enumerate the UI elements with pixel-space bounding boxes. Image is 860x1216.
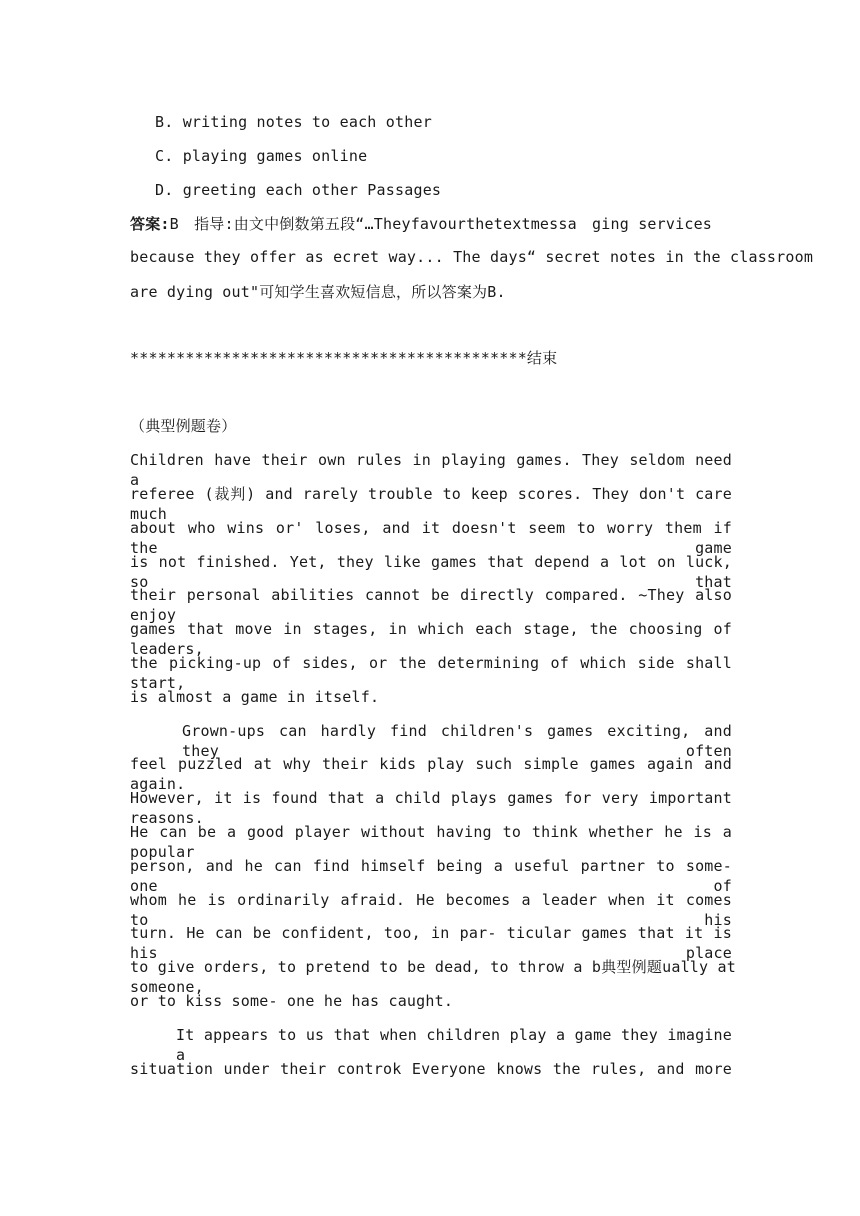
passage-p2-line: to give orders, to pretend to be dead, to throw a b典型例题ually at someone, <box>130 958 736 996</box>
section-separator: *******************************************结束 <box>130 349 558 367</box>
passage-p1-line: is almost a game in itself. <box>130 688 380 706</box>
answer-label: 答案: <box>130 215 170 233</box>
passage-p1-line: is not finished. Yet, they like games that depend a lot on luck, so that <box>130 553 732 591</box>
answer-text-1: B 指导:由文中倒数第五段“…Theyfavourthetextmessa ging services <box>169 215 713 233</box>
answer-line-3: are dying out"可知学生喜欢短信息，所以答案为B. <box>130 283 506 301</box>
passage-p2-line: feel puzzled at why their kids play such simple games again and again. <box>130 755 732 793</box>
passage-p1-line: their personal abilities cannot be directly compared. ~They also enjoy <box>130 586 732 624</box>
answer-line-1 <box>130 214 712 234</box>
passage-p1-line: Children have their own rules in playing games. They seldom need a <box>130 451 732 489</box>
passage-p3-line: situation under their controk Everyone knows the rules, and more <box>130 1060 732 1078</box>
passage-p2-line: or to kiss some- one he has caught. <box>130 992 454 1010</box>
passage-p1-line: about who wins or' loses, and it doesn't seem to worry them if the game <box>130 519 732 557</box>
passage-p2-line: whom he is ordinarily afraid. He becomes a leader when it comes to his <box>130 891 732 929</box>
passage-p1-line: games that move in stages, in which each stage, the choosing of leaders, <box>130 620 732 658</box>
passage-p2-line: However, it is found that a child plays games for very important reasons. <box>130 789 732 827</box>
passage-p2-line: He can be a good player without having to think whether he is a popular <box>130 823 732 861</box>
section-title: （典型例题卷） <box>130 417 237 435</box>
passage-p1-line: the picking-up of sides, or the determining of which side shall start, <box>130 654 732 692</box>
passage-p3-line: It appears to us that when children play a game they imagine a <box>176 1026 732 1064</box>
answer-line-2: because they offer as ecret way... The days“ secret notes in the classroom <box>130 248 814 266</box>
option-b: B. writing notes to each other <box>155 113 432 131</box>
option-c: C. playing games online <box>155 147 368 165</box>
passage-p2-line: person, and he can find himself being a useful partner to some- one of <box>130 857 732 895</box>
passage-p2-line: turn. He can be confident, too, in par- ticular games that it is his place <box>130 924 732 962</box>
passage-p1-line: referee (裁判) and rarely trouble to keep scores. They don't care much <box>130 485 732 523</box>
option-d: D. greeting each other Passages <box>155 181 442 199</box>
passage-p2-line: Grown-ups can hardly find children's games exciting, and they often <box>182 722 732 760</box>
